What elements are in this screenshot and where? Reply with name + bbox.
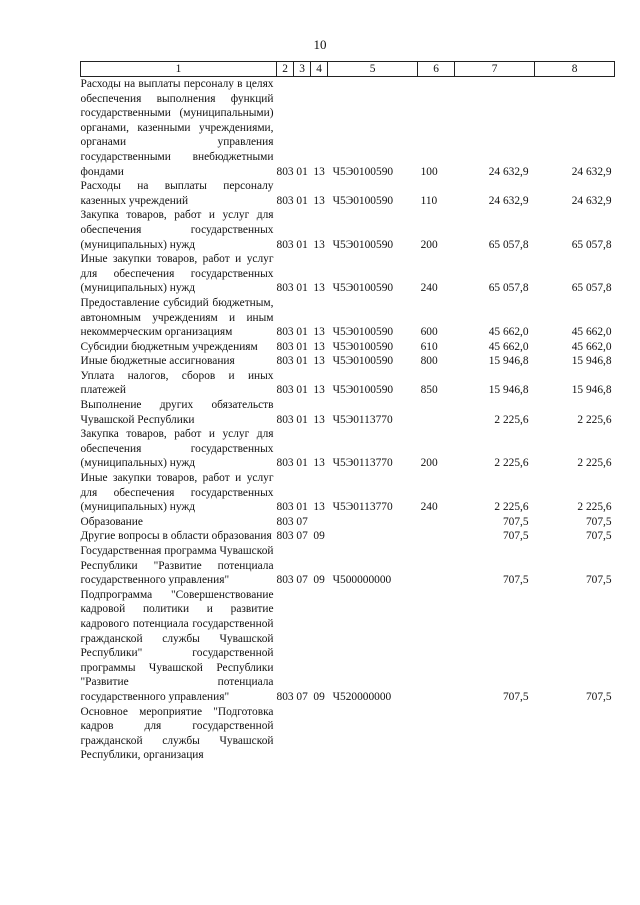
subsection-code: 13 — [313, 326, 325, 339]
ministry-code: 803 — [276, 515, 294, 528]
target-item-code: Ч5Э0100590 — [332, 384, 394, 397]
expense-type-code: 100 — [420, 165, 438, 178]
table-header-row — [81, 62, 615, 77]
amount-year-1: 707,5 — [502, 515, 529, 528]
row-name: Уплата налогов, сборов и иных платежей — [80, 369, 274, 397]
amount-year-2: 24 632,9 — [571, 194, 612, 207]
expense-type-code — [418, 515, 455, 530]
subsection-code: 09 — [313, 574, 325, 587]
subsection-code: 13 — [313, 238, 325, 251]
expense-type-code — [418, 544, 455, 588]
target-item-code — [328, 515, 418, 530]
row-name: Подпрограмма "Совершенствование кадровой политики и развитие кадрового потенциала государственной гражданской службы Чувашской Республики" государственной программы Чувашской Республики "Развитие потенциала государственного управления" — [80, 588, 274, 703]
row-name: Расходы на выплаты персоналу казенных учреждений — [80, 180, 274, 207]
section-code: 01 — [296, 501, 308, 514]
expense-type-code: 600 — [420, 326, 438, 339]
amount-year-2: 2 225,6 — [577, 413, 612, 426]
table-row — [81, 296, 615, 340]
target-item-code: Ч520000000 — [332, 690, 392, 703]
amount-year-2: 707,5 — [585, 515, 612, 528]
amount-year-1: 24 632,9 — [488, 194, 529, 207]
target-item-code: Ч5Э0100590 — [332, 340, 394, 353]
ministry-code: 803 — [276, 501, 294, 514]
section-code: 07 — [296, 574, 308, 587]
row-name: Иные бюджетные ассигнования — [80, 355, 235, 368]
expense-type-code: 610 — [420, 340, 438, 353]
row-name: Другие вопросы в области образования — [80, 530, 272, 543]
expense-type-code — [418, 705, 455, 763]
subsection-code: 13 — [313, 165, 325, 178]
expense-type-code — [418, 398, 455, 427]
section-code: 01 — [296, 413, 308, 426]
section-code: 01 — [296, 165, 308, 178]
subsection-code: 09 — [313, 690, 325, 703]
section-code: 01 — [296, 457, 308, 470]
section-code: 01 — [296, 340, 308, 353]
section-code — [294, 705, 311, 763]
amount-year-2: 2 225,6 — [577, 457, 612, 470]
table-row — [81, 369, 615, 398]
expense-type-code — [418, 588, 455, 705]
ministry-code: 803 — [276, 282, 294, 295]
target-item-code: Ч5Э0113770 — [332, 413, 393, 426]
row-name: Выполнение других обязательств Чувашской Республики — [80, 399, 274, 426]
row-name: Государственная программа Чувашской Республики "Развитие потенциала государственного управления" — [80, 545, 274, 587]
row-name: Иные закупки товаров, работ и услуг для обеспечения государственных (муниципальных) нужд — [80, 472, 274, 514]
column-header: 1 — [81, 62, 277, 77]
amount-year-2 — [535, 705, 615, 763]
amount-year-1: 707,5 — [502, 574, 529, 587]
row-name: Закупка товаров, работ и услуг для обеспечения государственных (муниципальных) нужд — [80, 428, 274, 470]
amount-year-1: 15 946,8 — [488, 384, 529, 397]
amount-year-2: 15 946,8 — [571, 355, 612, 368]
ministry-code: 803 — [276, 574, 294, 587]
ministry-code: 803 — [276, 530, 294, 543]
target-item-code: Ч5Э0100590 — [332, 326, 394, 339]
subsection-code: 13 — [313, 501, 325, 514]
target-item-code: Ч5Э0100590 — [332, 355, 394, 368]
section-code: 01 — [296, 326, 308, 339]
target-item-code: Ч500000000 — [332, 574, 392, 587]
table-row — [81, 398, 615, 427]
amount-year-2: 45 662,0 — [571, 340, 612, 353]
row-name: Основное мероприятие "Подготовка кадров для государственной гражданской службы Чувашской Республики, организация — [80, 705, 274, 762]
table-row — [81, 705, 615, 763]
column-header: 6 — [418, 62, 455, 77]
target-item-code: Ч5Э0113770 — [332, 457, 393, 470]
subsection-code: 13 — [313, 457, 325, 470]
section-code: 07 — [296, 690, 308, 703]
amount-year-1: 15 946,8 — [488, 355, 529, 368]
column-header: 8 — [535, 62, 615, 77]
section-code: 01 — [296, 238, 308, 251]
expense-type-code: 800 — [420, 355, 438, 368]
amount-year-2: 707,5 — [585, 690, 612, 703]
amount-year-2: 45 662,0 — [571, 326, 612, 339]
table-row — [81, 588, 615, 705]
table-row — [81, 77, 615, 180]
table-row — [81, 544, 615, 588]
amount-year-1: 65 057,8 — [488, 282, 529, 295]
column-header: 2 — [277, 62, 294, 77]
page-number: 10 — [313, 37, 327, 52]
ministry-code: 803 — [276, 384, 294, 397]
subsection-code: 13 — [313, 355, 325, 368]
amount-year-2: 2 225,6 — [577, 501, 612, 514]
target-item-code: Ч5Э0100590 — [332, 238, 394, 251]
section-code: 01 — [296, 384, 308, 397]
amount-year-1: 45 662,0 — [488, 326, 529, 339]
subsection-code: 13 — [313, 413, 325, 426]
expense-type-code: 200 — [420, 238, 438, 251]
column-header: 5 — [328, 62, 418, 77]
ministry-code: 803 — [276, 165, 294, 178]
table-row — [81, 515, 615, 530]
ministry-code: 803 — [276, 355, 294, 368]
ministry-code: 803 — [276, 690, 294, 703]
ministry-code: 803 — [276, 194, 294, 207]
amount-year-1: 45 662,0 — [488, 340, 529, 353]
column-header: 4 — [311, 62, 328, 77]
target-item-code: Ч5Э0100590 — [332, 194, 394, 207]
expense-type-code: 110 — [420, 194, 438, 207]
section-code: 01 — [296, 282, 308, 295]
amount-year-2: 65 057,8 — [571, 238, 612, 251]
ministry-code — [277, 705, 294, 763]
table-row — [81, 471, 615, 515]
amount-year-1: 2 225,6 — [494, 413, 529, 426]
section-code: 01 — [296, 194, 308, 207]
amount-year-2: 24 632,9 — [571, 165, 612, 178]
amount-year-1: 65 057,8 — [488, 238, 529, 251]
table-row — [81, 529, 615, 544]
ministry-code: 803 — [276, 238, 294, 251]
amount-year-1: 2 225,6 — [494, 501, 529, 514]
table-row — [81, 179, 615, 208]
ministry-code: 803 — [276, 340, 294, 353]
expense-type-code — [418, 529, 455, 544]
table-row — [81, 252, 615, 296]
section-code: 01 — [296, 355, 308, 368]
expense-type-code: 200 — [420, 457, 438, 470]
table-row — [81, 354, 615, 369]
column-header: 7 — [455, 62, 535, 77]
row-name: Закупка товаров, работ и услуг для обеспечения государственных (муниципальных) нужд — [80, 209, 274, 251]
amount-year-2: 707,5 — [585, 530, 612, 543]
section-code: 07 — [296, 515, 308, 528]
row-name: Субсидии бюджетным учреждениям — [80, 340, 258, 353]
amount-year-1: 707,5 — [502, 690, 529, 703]
amount-year-1 — [455, 705, 535, 763]
table-row — [81, 340, 615, 355]
subsection-code: 13 — [313, 340, 325, 353]
table-body — [81, 77, 615, 763]
ministry-code: 803 — [276, 326, 294, 339]
section-code: 07 — [296, 530, 308, 543]
row-name: Иные закупки товаров, работ и услуг для обеспечения государственных (муниципальных) нужд — [80, 253, 274, 295]
target-item-code — [328, 529, 418, 544]
ministry-code: 803 — [276, 457, 294, 470]
target-item-code: Ч5Э0100590 — [332, 165, 394, 178]
subsection-code: 13 — [313, 194, 325, 207]
amount-year-2: 15 946,8 — [571, 384, 612, 397]
subsection-code: 13 — [313, 282, 325, 295]
amount-year-1: 24 632,9 — [488, 165, 529, 178]
expense-type-code: 850 — [420, 384, 438, 397]
subsection-code — [311, 515, 328, 530]
expense-type-code: 240 — [420, 282, 438, 295]
table-row — [81, 427, 615, 471]
row-name: Образование — [80, 515, 143, 528]
column-header: 3 — [294, 62, 311, 77]
expense-type-code: 240 — [420, 501, 438, 514]
table-row — [81, 208, 615, 252]
amount-year-1: 2 225,6 — [494, 457, 529, 470]
row-name: Расходы на выплаты персоналу в целях обеспечения выполнения функций государственными (муниципальными) органами, казенными учреждениями, органами управления государственными внебюджетными фондами — [80, 78, 274, 178]
subsection-code: 13 — [313, 384, 325, 397]
amount-year-2: 707,5 — [585, 574, 612, 587]
subsection-code — [311, 705, 328, 763]
row-name: Предоставление субсидий бюджетным, автономным учреждениям и иным некоммерческим организациям — [80, 296, 274, 339]
budget-table — [80, 61, 615, 763]
target-item-code — [328, 705, 418, 763]
target-item-code: Ч5Э0100590 — [332, 282, 394, 295]
amount-year-1: 707,5 — [502, 530, 529, 543]
amount-year-2: 65 057,8 — [571, 282, 612, 295]
ministry-code: 803 — [276, 413, 294, 426]
target-item-code: Ч5Э0113770 — [332, 501, 393, 514]
subsection-code: 09 — [313, 530, 325, 543]
